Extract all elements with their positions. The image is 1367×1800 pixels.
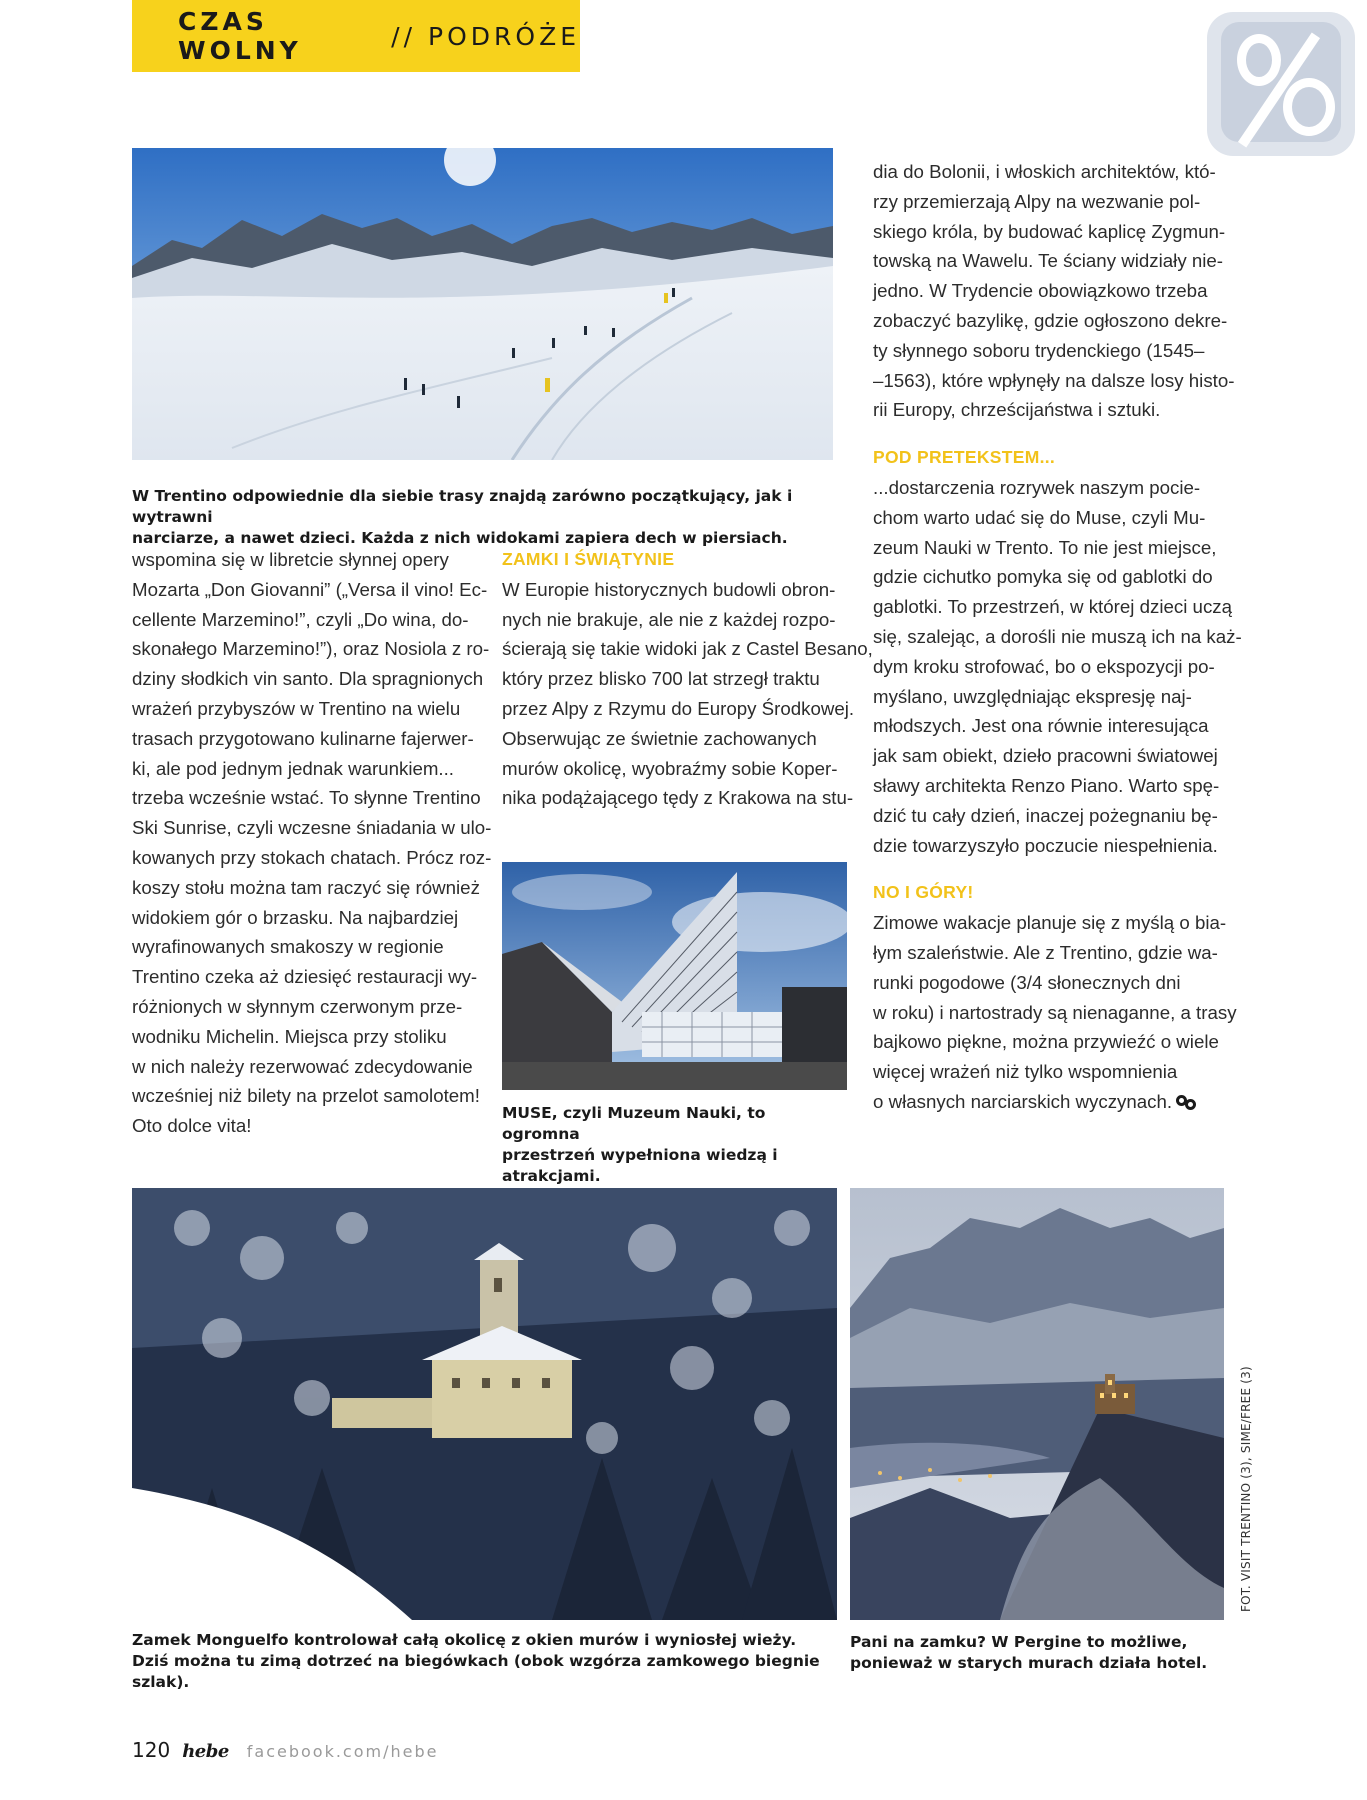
text-line: bajkowo piękne, można przywieźć o wiele <box>873 1031 1219 1053</box>
ski-photo-caption <box>132 486 832 549</box>
section-separator: // <box>391 21 417 51</box>
text-line: W Europie historycznych budowli obron- <box>502 578 836 600</box>
text-line: wcześniej niż bilety na przelot samolotem! <box>132 1085 480 1107</box>
facebook-link[interactable]: facebook.com/hebe <box>246 1742 439 1761</box>
text-line: skonałego Marzemino!”), oraz Nosiola z ro- <box>132 638 490 660</box>
text-line: o własnych narciarskich wyczynach. <box>873 1090 1173 1112</box>
text-line: koszy stołu można tam raczyć się również <box>132 876 480 898</box>
caption-line: Dziś można tu zimą dotrzeć na biegówkach (obok wzgórza zamkowego biegnie szlak). <box>132 1652 820 1691</box>
subsection-title: PODRÓŻE <box>428 21 580 51</box>
text-line: ścierają się takie widoki jak z Castel Besano, <box>502 638 873 660</box>
text-line: kowanych przy stokach chatach. Prócz roz- <box>132 846 492 868</box>
photo-credit: FOT. VISIT TRENTINO (3), SIME/FREE (3) <box>1239 1366 1253 1612</box>
section-title: CZAS WOLNY <box>178 7 302 65</box>
article-column-right <box>873 157 1242 1117</box>
text-line: gablotki. To przestrzeń, w której dzieci uczą <box>873 596 1233 618</box>
text-line: Ski Sunrise, czyli wczesne śniadania w ulo- <box>132 817 492 839</box>
pergine-castle-photo <box>850 1188 1224 1620</box>
text-line: więcej wrażeń niż tylko wspomnienia <box>873 1061 1178 1083</box>
text-line: wrażeń przybyszów w Trentino na wielu <box>132 697 461 719</box>
text-line: myślano, uwzględniając ekspresję naj- <box>873 685 1192 707</box>
section-heading-mountains: NO I GÓRY! <box>873 882 974 903</box>
text-line: dym kroku strofować, bo o ekspozycji po- <box>873 655 1215 677</box>
text-line: dziny słodkich vin santo. Dla spragnionych <box>132 668 484 690</box>
caption-line: ponieważ w starych murach działa hotel. <box>850 1654 1208 1672</box>
article-column-left <box>132 545 492 1141</box>
text-line: runki pogodowe (3/4 słonecznych dni <box>873 971 1181 993</box>
text-line: ty słynnego soboru trydenckiego (1545– <box>873 339 1205 361</box>
text-line: cellente Marzemino!”, czyli „Do wina, do- <box>132 608 469 630</box>
text-line: ki, ale pod jednym jednak warunkiem... <box>132 757 455 779</box>
text-line: jedno. W Trydencie obowiązkowo trzeba <box>873 280 1208 302</box>
text-line: trasach przygotowano kulinarne fajerwer- <box>132 727 474 749</box>
text-line: dzie towarzyszyło poczucie niespełnienia. <box>873 834 1218 856</box>
monguelfo-castle-photo <box>132 1188 837 1620</box>
pergine-photo-caption <box>850 1632 1224 1674</box>
percent-circle-bottom <box>1283 78 1335 136</box>
end-of-article-icon <box>1176 1093 1202 1113</box>
text-line: zobaczyć bazylikę, gdzie ogłoszono dekre- <box>873 309 1228 331</box>
section-heading-pretext: POD PRETEKSTEM... <box>873 447 1056 468</box>
text-line: wspomina się w libretcie słynnej opery <box>132 549 449 570</box>
text-line: wodniku Michelin. Miejsca przy stoliku <box>132 1025 447 1047</box>
text-line: trzeba wcześnie wstać. To słynne Trentino <box>132 787 481 809</box>
caption-line: przestrzeń wypełniona wiedzą i atrakcjami. <box>502 1146 778 1185</box>
text-line-last <box>873 1087 1223 1117</box>
text-line: gdzie cichutko pomyka się od gablotki do <box>873 566 1213 588</box>
text-line: przez Alpy z Rzymu do Europy Środkowej. <box>502 697 855 719</box>
text-line: rzy przemierzają Alpy na wezwanie pol- <box>873 190 1201 212</box>
caption-line: Zamek Monguelfo kontrolował całą okolicę z okien murów i wyniosłej wieży. <box>132 1631 797 1649</box>
text-line: Mozarta „Don Giovanni” („Versa il vino! Ec- <box>132 578 488 600</box>
percent-circle-top <box>1237 34 1281 86</box>
page-number: 120 <box>132 1738 171 1762</box>
text-line: łym szaleństwie. Ale z Trentino, gdzie wa- <box>873 941 1218 963</box>
caption-line: narciarze, a nawet dzieci. Każda z nich widokami zapiera dech w piersiach. <box>132 529 788 547</box>
text-line: rii Europy, chrześcijaństwa i sztuki. <box>873 399 1161 421</box>
ski-slope-photo <box>132 148 833 460</box>
text-line: ...dostarczenia rozrywek naszym pocie- <box>873 476 1201 498</box>
section-heading-castles: ZAMKI I ŚWIĄTYNIE <box>502 549 675 569</box>
muse-photo-caption <box>502 1103 847 1187</box>
text-line: nika podążającego tędy z Krakowa na stu- <box>502 787 854 809</box>
text-line: w roku) i nartostrady są nienaganne, a trasy <box>873 1001 1237 1023</box>
text-line: w nich należy rezerwować zdecydowanie <box>132 1055 473 1077</box>
text-line: chom warto udać się do Muse, czyli Mu- <box>873 506 1206 528</box>
text-line: Oto dolce vita! <box>132 1115 252 1137</box>
text-line: zeum Nauki w Trento. To nie jest miejsce, <box>873 536 1217 558</box>
text-line: Zimowe wakacje planuje się z myślą o bia- <box>873 912 1227 934</box>
text-line: sławy architekta Renzo Piano. Warto spę- <box>873 774 1220 796</box>
paragraph-gap <box>873 860 1223 878</box>
section-tag <box>132 0 580 72</box>
text-line: który przez blisko 700 lat strzegł traktu <box>502 668 820 690</box>
text-line: dzić tu cały dzień, inaczej pożegnaniu bę- <box>873 804 1218 826</box>
text-line: młodszych. Jest ona równie interesująca <box>873 715 1209 737</box>
text-line: Trentino czeka aż dziesięć restauracji wy- <box>132 966 478 988</box>
caption-line: W Trentino odpowiednie dla siebie trasy znajdą zarówno początkujący, jak i wytrawni <box>132 487 793 526</box>
caption-line: Pani na zamku? W Pergine to możliwe, <box>850 1633 1188 1651</box>
text-line: murów okolicę, wyobraźmy sobie Koper- <box>502 757 838 779</box>
page-footer <box>132 1738 438 1762</box>
text-line: widokiem gór o brzasku. Na najbardziej <box>132 906 459 928</box>
magazine-logo: hebe <box>182 1741 229 1762</box>
text-line: różnionych w słynnym czerwonym prze- <box>132 995 463 1017</box>
text-line: jak sam obiekt, dzieło pracowni światowej <box>873 745 1218 767</box>
paragraph-gap <box>873 425 1223 443</box>
text-line: Obserwując ze świetnie zachowanych <box>502 727 817 749</box>
article-column-middle <box>502 545 873 813</box>
text-line: wyrafinowanych smakoszy w regionie <box>132 936 444 958</box>
percent-badge-icon[interactable] <box>1207 12 1355 156</box>
muse-museum-photo <box>502 862 847 1090</box>
text-line: –1563), które wpłynęły na dalsze losy histo- <box>873 369 1235 391</box>
text-line: skiego króla, by budować kaplicę Zygmun- <box>873 220 1226 242</box>
text-line: dia do Bolonii, i włoskich architektów, któ- <box>873 161 1216 182</box>
text-line: się, szalejąc, a dorośli nie muszą ich na każ- <box>873 625 1242 647</box>
caption-line: MUSE, czyli Muzeum Nauki, to ogromna <box>502 1104 766 1143</box>
text-line: towską na Wawelu. Te ściany widziały nie- <box>873 250 1224 272</box>
castle-photo-caption <box>132 1630 842 1693</box>
text-line: nych nie brakuje, ale nie z każdej rozpo- <box>502 608 836 630</box>
